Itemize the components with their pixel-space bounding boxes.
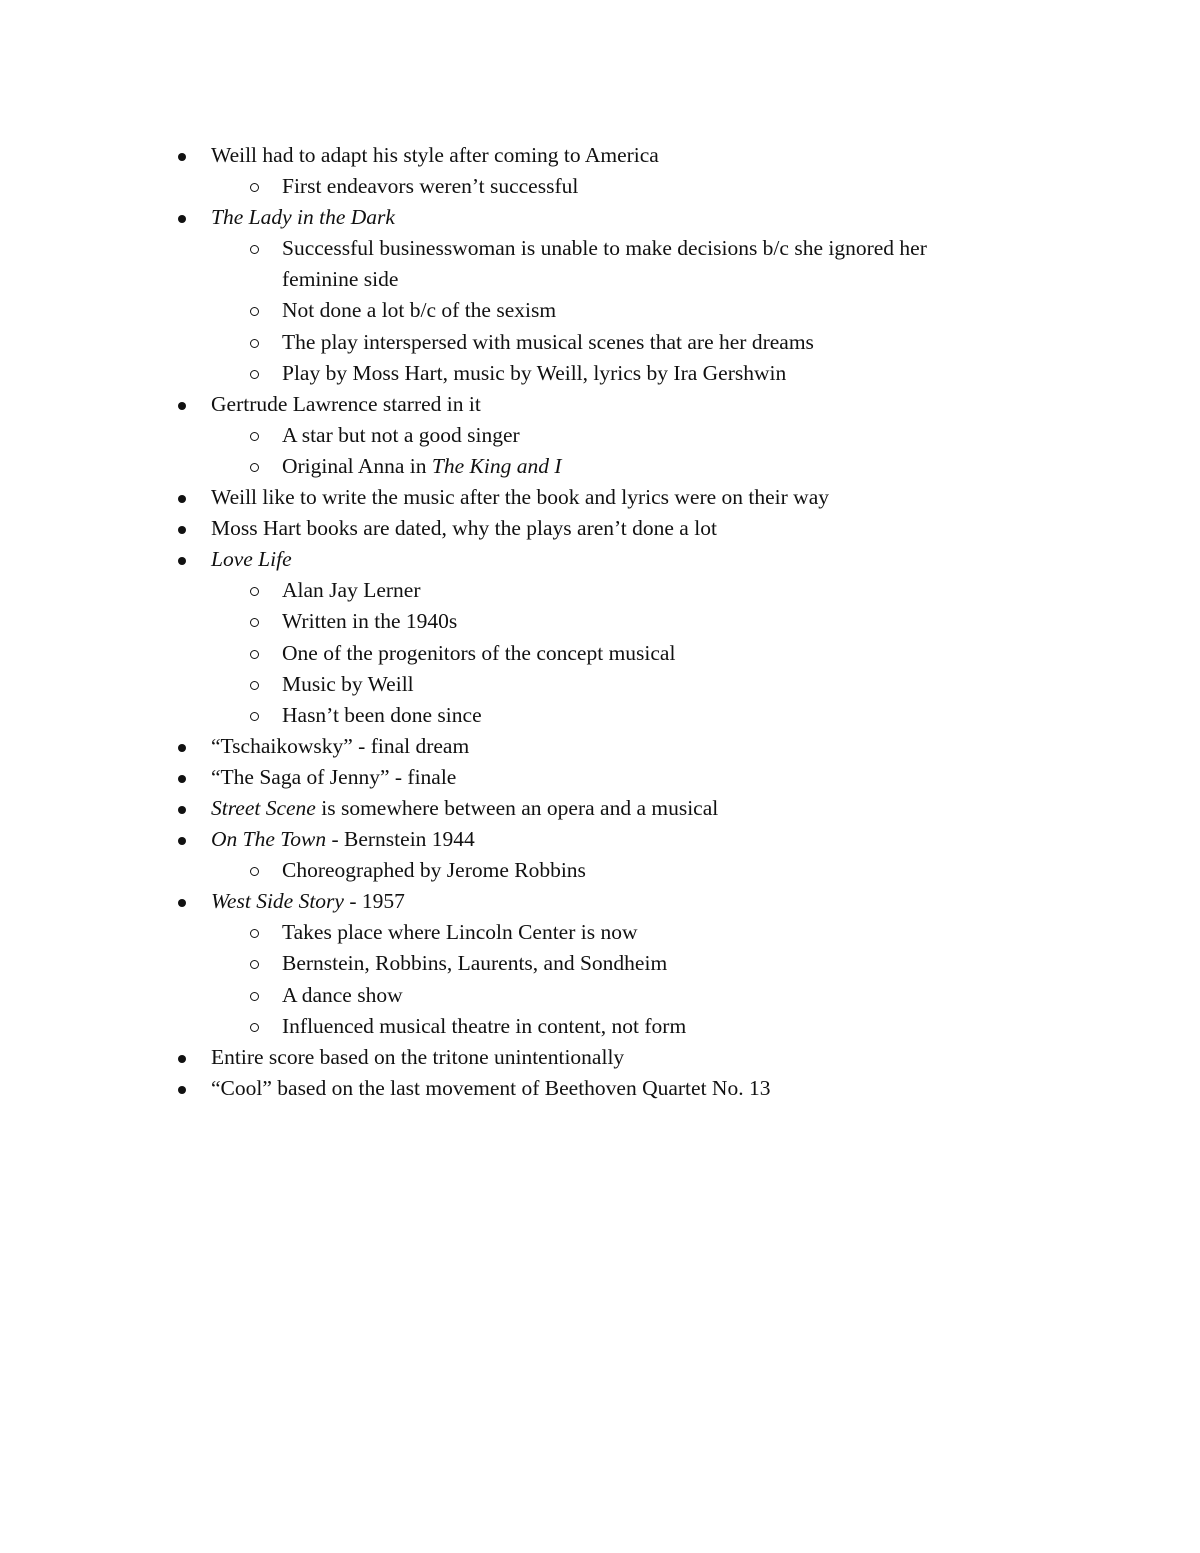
sub-list-item: [0, 358, 1200, 389]
text-run: Alan Jay Lerner: [282, 578, 421, 603]
list-item-text: [282, 233, 927, 264]
text-run: Entire score based on the tritone unintentionally: [211, 1044, 625, 1069]
text-run: Bernstein, Robbins, Laurents, and Sondheim: [282, 951, 668, 976]
sub-list-item: [0, 233, 1200, 264]
hollow-bullet-icon: [249, 948, 263, 979]
filled-bullet-icon: [177, 140, 189, 171]
list-item-text: [282, 575, 421, 606]
filled-bullet-icon: [177, 1073, 189, 1104]
hollow-bullet-icon: [249, 980, 263, 1011]
list-item-text: [282, 327, 814, 358]
italic-title: West Side Story: [211, 889, 344, 914]
text-run: Not done a lot b/c of the sexism: [282, 298, 557, 323]
sub-list-item: [0, 669, 1200, 700]
list-item-text: [211, 140, 659, 171]
sub-list-item: [0, 606, 1200, 637]
filled-bullet-icon: [177, 762, 189, 793]
italic-title: On The Town: [211, 827, 327, 852]
list-item-text: [211, 513, 717, 544]
sub-list-item: [0, 855, 1200, 886]
sub-list-item: [0, 917, 1200, 948]
text-run: Written in the 1940s: [282, 609, 458, 634]
list-item-text: [211, 793, 718, 824]
text-run: feminine side: [282, 267, 399, 292]
list-item-text: [282, 855, 586, 886]
hollow-bullet-icon: [249, 233, 263, 264]
list-item-text: [211, 202, 395, 233]
sub-list-item: [0, 295, 1200, 326]
list-item-text: [282, 358, 786, 389]
text-run: Choreographed by Jerome Robbins: [282, 858, 586, 883]
hollow-bullet-icon: [249, 1011, 263, 1042]
italic-title: Love Life: [211, 547, 292, 572]
sub-list-item: [0, 638, 1200, 669]
text-run: Weill like to write the music after the book and lyrics were on their way: [211, 485, 829, 510]
text-run: is somewhere between an opera and a musical: [315, 795, 719, 820]
list-item-text: [211, 886, 405, 917]
filled-bullet-icon: [177, 886, 189, 917]
text-run: Music by Weill: [282, 671, 414, 696]
text-run: Original Anna in: [282, 453, 432, 478]
text-run: Gertrude Lawrence starred in it: [211, 391, 481, 416]
list-item-text: [282, 295, 556, 326]
filled-bullet-icon: [177, 824, 189, 855]
sub-list-item: [0, 1011, 1200, 1042]
list-item-text: [211, 762, 456, 793]
list-item: [0, 1042, 1200, 1073]
text-run: Weill had to adapt his style after coming to America: [211, 143, 659, 167]
sub-list-item: [0, 451, 1200, 482]
hollow-bullet-icon: [249, 295, 263, 326]
hollow-bullet-icon: [249, 575, 263, 606]
hollow-bullet-icon: [249, 171, 263, 202]
text-run: - 1957: [343, 889, 405, 914]
list-item-text: [282, 669, 414, 700]
hollow-bullet-icon: [249, 451, 263, 482]
hollow-bullet-icon: [249, 358, 263, 389]
filled-bullet-icon: [177, 793, 189, 824]
list-item: [0, 762, 1200, 793]
list-item-text: [211, 482, 829, 513]
italic-title: The King and I: [431, 453, 562, 478]
text-run: “Tschaikowsky” - final dream: [211, 733, 470, 758]
list-item: [0, 1073, 1200, 1104]
filled-bullet-icon: [177, 513, 189, 544]
text-run: “The Saga of Jenny” - finale: [211, 764, 457, 789]
hollow-bullet-icon: [249, 700, 263, 731]
text-run: Influenced musical theatre in content, not form: [282, 1013, 687, 1038]
hollow-bullet-icon: [249, 420, 263, 451]
list-item: [0, 482, 1200, 513]
text-run: Hasn’t been done since: [282, 702, 482, 727]
sub-list-item: [0, 420, 1200, 451]
text-run: “Cool” based on the last movement of Beethoven Quartet No. 13: [211, 1075, 771, 1100]
filled-bullet-icon: [177, 202, 189, 233]
list-item-text: [211, 544, 292, 575]
filled-bullet-icon: [177, 1042, 189, 1073]
filled-bullet-icon: [177, 482, 189, 513]
list-item: [0, 731, 1200, 762]
list-item-text: [282, 948, 667, 979]
list-item: [0, 389, 1200, 420]
sub-list-item: [0, 948, 1200, 979]
text-run: One of the progenitors of the concept musical: [282, 640, 676, 665]
text-run: First endeavors weren’t successful: [282, 174, 579, 199]
hollow-bullet-icon: [249, 606, 263, 637]
italic-title: The Lady in the Dark: [211, 205, 395, 230]
list-item: [0, 202, 1200, 233]
list-item: [0, 513, 1200, 544]
list-item: [0, 793, 1200, 824]
sub-list-item: [0, 264, 1200, 295]
sub-list-item: [0, 980, 1200, 1011]
text-run: - Bernstein 1944: [326, 827, 475, 852]
list-item-text: [282, 264, 398, 295]
filled-bullet-icon: [177, 731, 189, 762]
list-item: [0, 824, 1200, 855]
list-item-text: [282, 700, 482, 731]
list-item-text: [282, 1011, 686, 1042]
hollow-bullet-icon: [249, 638, 263, 669]
text-run: Moss Hart books are dated, why the plays aren’t done a lot: [211, 516, 717, 541]
filled-bullet-icon: [177, 389, 189, 420]
list-item: [0, 544, 1200, 575]
text-run: A star but not a good singer: [282, 422, 520, 447]
list-item-text: [211, 1073, 770, 1104]
list-item-text: [282, 638, 675, 669]
list-item-text: [282, 606, 457, 637]
italic-title: Street Scene: [211, 795, 316, 820]
text-run: Takes place where Lincoln Center is now: [282, 920, 638, 945]
list-item-text: [211, 731, 469, 762]
hollow-bullet-icon: [249, 917, 263, 948]
list-item-text: [211, 824, 475, 855]
sub-list-item: [0, 700, 1200, 731]
hollow-bullet-icon: [249, 855, 263, 886]
filled-bullet-icon: [177, 544, 189, 575]
list-item-text: [282, 451, 562, 482]
hollow-bullet-icon: [249, 669, 263, 700]
sub-list-item: [0, 575, 1200, 606]
sub-list-item: [0, 327, 1200, 358]
list-item-text: [211, 1042, 624, 1073]
list-item-text: [282, 171, 578, 202]
text-run: Successful businesswoman is unable to make decisions b/c she ignored her: [282, 236, 927, 261]
list-item-text: [282, 980, 403, 1011]
list-item-text: [282, 420, 520, 451]
list-item-text: [282, 917, 638, 948]
text-run: Play by Moss Hart, music by Weill, lyrics by Ira Gershwin: [282, 360, 787, 385]
bullet-list: [0, 140, 1200, 1104]
sub-list-item: [0, 171, 1200, 202]
text-run: The play interspersed with musical scenes that are her dreams: [282, 329, 814, 354]
list-item: [0, 140, 1200, 171]
text-run: A dance show: [282, 982, 403, 1007]
list-item-text: [211, 389, 481, 420]
hollow-bullet-icon: [249, 327, 263, 358]
list-item: [0, 886, 1200, 917]
